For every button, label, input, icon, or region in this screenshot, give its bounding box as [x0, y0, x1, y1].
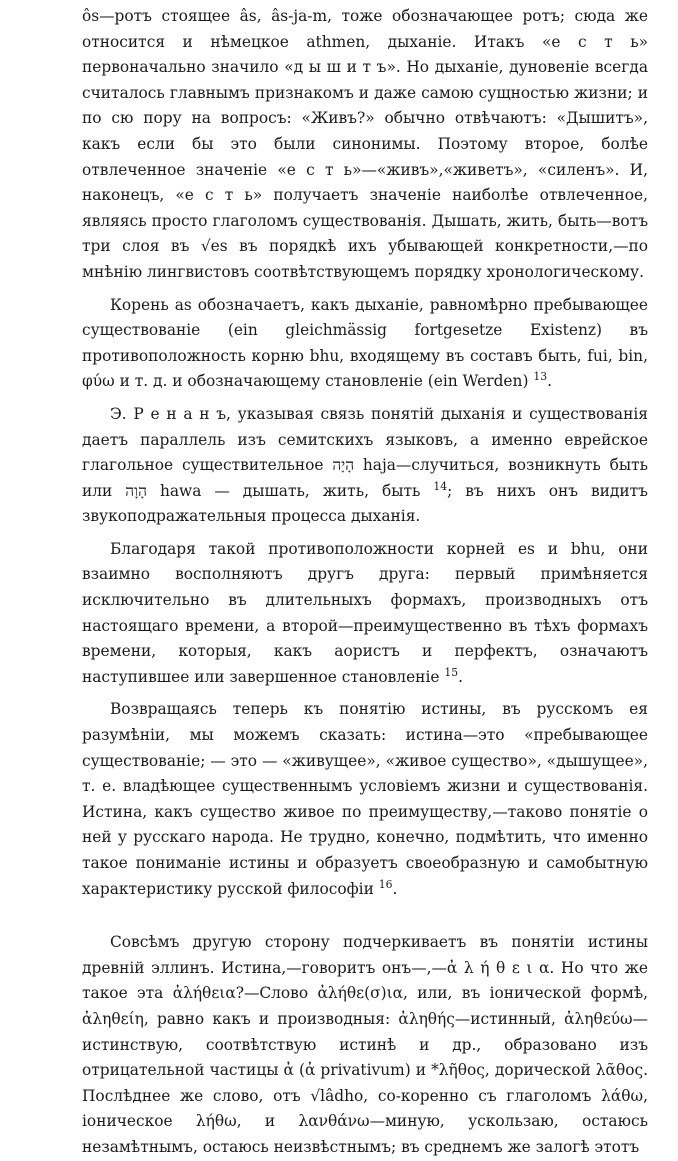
paragraph-5-text: Возвращаясь теперь къ понятію истины, въ русскомъ ея разумѣніи, мы можемъ сказать: истина—это «пребывающее существованіе; — это — «живущее», «живое существо», «дышущее», т. е. владѣющее существеннымъ условіемъ жизни и существованія. Истина, какъ существо живое по преимуществу,—таково понятіе о ней у русскаго народа. Не трудно, конечно, подмѣтить, что именно такое пониманіе истины и образуетъ своеобразную и самобытную характеристику русской философіи	[82, 700, 648, 898]
paragraph-4-text: Благодаря такой противоположности корней es и bhu, они взаимно восполняютъ другъ друга: первый примѣняется исключительно въ длительныхъ формахъ, производныхъ отъ настоящаго времени, а второй—преимущественно въ тѣхъ формахъ времени, которыя, какъ аористъ и перфектъ, означаютъ наступившее или завершенное становленіе	[82, 539, 648, 686]
paragraph-1-text: ôs—ротъ стоящее âs, âs-ja-m, тоже обозначающее ротъ; сюда же относится и нѣмецкое athmen, дыханіе. Итакъ «е с т ь» первоначально значило «д ы ш и т ъ». Но дыханіе, дуновеніе всегда считалось главнымъ признакомъ и даже самою сущностью жизни; и по сю пору на вопросъ: «Живъ?» обычно отвѣчаютъ: «Дышитъ», какъ если бы это были синонимы. Поэтому второе, болѣе отвлеченное значеніе «е с т ь»—«живъ»,«живетъ», «силенъ». И, наконецъ, «е с т ь» получаетъ значеніе наиболѣе отвлеченное, являясь просто глаголомъ существованія. Дышать, жить, быть—вотъ три слоя въ √es въ порядкѣ ихъ убывающей конкретности,—по мнѣнію лингвистовъ соотвѣтствующемъ порядку хронологическому.	[82, 7, 648, 281]
footnote-ref-14: 14	[433, 479, 448, 493]
footnote-ref-16: 16	[378, 877, 393, 891]
paragraph-2-end: .	[547, 372, 552, 391]
paragraph-2	[82, 293, 648, 395]
paragraph-6-text: Совсѣмъ другую сторону подчеркиваетъ въ понятіи истины древній эллинъ. Истина,—говоритъ онъ—,—ἀ λ ή θ ε ι α. Но что же такое эта ἀλήθεια?—Слово ἀλήθε(σ)ια, или, въ іонической формѣ, ἀληθείη, равно какъ и производныя: ἀληθής—истинный, ἀληθεύω—истинствую, соотвѣтствую истинѣ и др., образовано изъ отрицательной частицы ἀ (ἀ privativum) и *λῆθος, дорической λᾶθος. Послѣднее же слово, отъ √lâdho, со-коренно съ глаголомъ λάθω, іоническое λήθω, и λανθάνω—миную, ускользаю, остаюсь незамѣтнымъ, остаюсь неизвѣстнымъ; въ среднемъ же залогѣ этотъ	[82, 933, 648, 1156]
paragraph-2-text: Корень as обозначаетъ, какъ дыханіе, равномѣрно пребывающее существованіе (ein gleichmässig fortgesetze Existenz) въ противоположность корню bhu, входящему въ составъ быть, fui, bin, φύω и т. д. и обозначающему становленіе (ein Werden)	[82, 295, 648, 391]
paragraph-4	[82, 537, 648, 691]
paragraph-3-text: Э. Р е н а н ъ, указывая связь понятій дыханія и существованія даетъ параллель изъ семитскихъ языковъ, а именно еврейское глагольное существительное הָיָה haja—случиться, возникнуть быть или הָוָה hawa — дышать, жить, быть	[82, 404, 648, 500]
paragraph-6	[82, 930, 648, 1160]
paragraph-1	[82, 4, 648, 286]
paragraph-3-tail: ; въ нихъ онъ видитъ звукоподражательныя процесса дыханія.	[82, 481, 648, 526]
paragraph-5-tail: .	[392, 879, 398, 898]
paragraph-4-tail: .	[458, 667, 463, 686]
paragraph-3	[82, 402, 648, 530]
paragraph-5	[82, 697, 648, 902]
footnote-ref-15: 15	[444, 665, 459, 679]
footnote-ref-13: 13	[533, 370, 548, 384]
